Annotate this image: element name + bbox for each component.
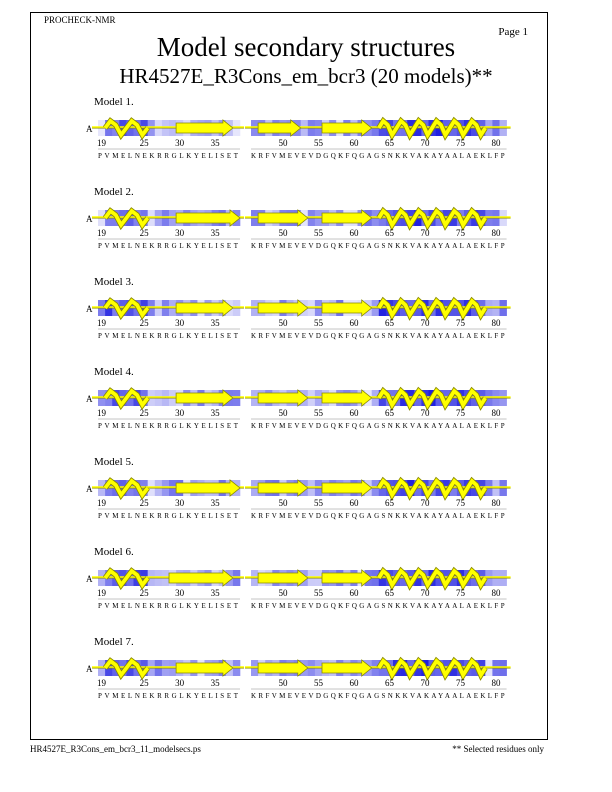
model-label: Model 7. (94, 636, 134, 648)
tick-label: 50 (278, 318, 288, 328)
structure-strip (0, 470, 612, 536)
tick-label: 30 (175, 498, 185, 508)
sequence-text: KRFVMEVEVDGQKFQGAGSNKKVAKAYAALAEKLFP (251, 422, 505, 430)
chain-label: A (86, 394, 93, 404)
tick-label: 80 (491, 408, 501, 418)
tick-label: 80 (491, 588, 501, 598)
tick-label: 30 (175, 318, 185, 328)
model-block (0, 456, 612, 536)
tick-label: 25 (139, 408, 149, 418)
tick-label: 80 (491, 678, 501, 688)
tick-label: 30 (175, 228, 185, 238)
tick-label: 35 (210, 408, 220, 418)
tick-label: 65 (384, 138, 394, 148)
model-label: Model 5. (94, 456, 134, 468)
sequence-text: KRFVMEVEVDGQKFQGAGSNKKVAKAYAALAEKLFP (251, 332, 505, 340)
sequence-text: PVMELNEKRRGLKYELISET (98, 692, 238, 700)
tick-label: 75 (455, 318, 465, 328)
tick-label: 80 (491, 498, 501, 508)
structure-strip (0, 200, 612, 266)
tick-label: 19 (97, 408, 107, 418)
footer-note: ** Selected residues only (452, 744, 544, 754)
tick-label: 19 (97, 498, 107, 508)
structure-strip (0, 290, 612, 356)
tick-label: 55 (313, 228, 323, 238)
sequence-text: PVMELNEKRRGLKYELISET (98, 332, 238, 340)
tick-label: 25 (139, 588, 149, 598)
model-block (0, 96, 612, 176)
page-title: Model secondary structures (156, 32, 456, 62)
sequence-text: PVMELNEKRRGLKYELISET (98, 242, 238, 250)
tick-label: 19 (97, 318, 107, 328)
tick-label: 19 (97, 228, 107, 238)
tick-label: 60 (349, 678, 359, 688)
chain-label: A (86, 214, 93, 224)
tick-label: 60 (349, 408, 359, 418)
sequence-text: PVMELNEKRRGLKYELISET (98, 152, 238, 160)
model-block (0, 186, 612, 266)
tick-label: 30 (175, 678, 185, 688)
page-subtitle: HR4527E_R3Cons_em_bcr3 (20 models)** (119, 64, 493, 88)
model-block (0, 276, 612, 356)
tick-label: 65 (384, 498, 394, 508)
chain-label: A (86, 484, 93, 494)
model-label: Model 6. (94, 546, 134, 558)
tick-label: 35 (210, 318, 220, 328)
chain-label: A (86, 304, 93, 314)
tick-label: 70 (420, 678, 430, 688)
tick-label: 65 (384, 408, 394, 418)
tick-label: 19 (97, 588, 107, 598)
structure-strip (0, 560, 612, 626)
tick-label: 25 (139, 318, 149, 328)
tick-label: 80 (491, 138, 501, 148)
sequence-text: PVMELNEKRRGLKYELISET (98, 422, 238, 430)
structure-strip (0, 380, 612, 446)
tick-label: 65 (384, 228, 394, 238)
tick-label: 19 (97, 678, 107, 688)
model-label: Model 4. (94, 366, 134, 378)
tick-label: 50 (278, 678, 288, 688)
tick-label: 30 (175, 138, 185, 148)
tick-label: 75 (455, 228, 465, 238)
sequence-text: KRFVMEVEVDGQKFQGAGSNKKVAKAYAALAEKLFP (251, 152, 505, 160)
tick-label: 30 (175, 408, 185, 418)
tick-label: 50 (278, 498, 288, 508)
structure-strip (0, 110, 612, 176)
tick-label: 35 (210, 498, 220, 508)
tick-label: 55 (313, 408, 323, 418)
tick-label: 35 (210, 228, 220, 238)
model-block (0, 636, 612, 716)
chain-label: A (86, 124, 93, 134)
tick-label: 60 (349, 498, 359, 508)
tick-label: 30 (175, 588, 185, 598)
tick-label: 75 (455, 138, 465, 148)
tick-label: 60 (349, 318, 359, 328)
tick-label: 35 (210, 138, 220, 148)
tick-label: 55 (313, 498, 323, 508)
tick-label: 70 (420, 408, 430, 418)
tick-label: 80 (491, 228, 501, 238)
tick-label: 70 (420, 228, 430, 238)
tick-label: 65 (384, 588, 394, 598)
tick-label: 75 (455, 678, 465, 688)
model-block (0, 366, 612, 446)
footer-filename: HR4527E_R3Cons_em_bcr3_11_modelsecs.ps (30, 744, 201, 754)
tick-label: 19 (97, 138, 107, 148)
tick-label: 35 (210, 678, 220, 688)
sequence-text: KRFVMEVEVDGQKFQGAGSNKKVAKAYAALAEKLFP (251, 692, 505, 700)
structure-strip (0, 650, 612, 716)
sequence-text: KRFVMEVEVDGQKFQGAGSNKKVAKAYAALAEKLFP (251, 512, 505, 520)
model-label: Model 3. (94, 276, 134, 288)
tick-label: 25 (139, 678, 149, 688)
tick-label: 65 (384, 678, 394, 688)
chain-label: A (86, 574, 93, 584)
tick-label: 65 (384, 318, 394, 328)
tick-label: 75 (455, 498, 465, 508)
tick-label: 55 (313, 588, 323, 598)
chain-label: A (86, 664, 93, 674)
tick-label: 55 (313, 318, 323, 328)
sequence-text: PVMELNEKRRGLKYELISET (98, 512, 238, 520)
model-label: Model 1. (94, 96, 134, 108)
tick-label: 25 (139, 228, 149, 238)
tick-label: 55 (313, 138, 323, 148)
tick-label: 50 (278, 408, 288, 418)
tick-label: 50 (278, 588, 288, 598)
tick-label: 50 (278, 228, 288, 238)
tick-label: 50 (278, 138, 288, 148)
tick-label: 80 (491, 318, 501, 328)
tick-label: 55 (313, 678, 323, 688)
model-label: Model 2. (94, 186, 134, 198)
sequence-text: KRFVMEVEVDGQKFQGAGSNKKVAKAYAALAEKLFP (251, 602, 505, 610)
sequence-text: KRFVMEVEVDGQKFQGAGSNKKVAKAYAALAEKLFP (251, 242, 505, 250)
tick-label: 60 (349, 588, 359, 598)
tick-label: 35 (210, 588, 220, 598)
tick-label: 25 (139, 498, 149, 508)
sequence-text: PVMELNEKRRGLKYELISET (98, 602, 238, 610)
model-block (0, 546, 612, 626)
tick-label: 70 (420, 588, 430, 598)
tick-label: 75 (455, 588, 465, 598)
program-name: PROCHECK-NMR (44, 15, 116, 25)
tick-label: 70 (420, 138, 430, 148)
tick-label: 25 (139, 138, 149, 148)
tick-label: 70 (420, 318, 430, 328)
tick-label: 60 (349, 228, 359, 238)
tick-label: 70 (420, 498, 430, 508)
tick-label: 60 (349, 138, 359, 148)
tick-label: 75 (455, 408, 465, 418)
page-number: Page 1 (498, 26, 528, 38)
